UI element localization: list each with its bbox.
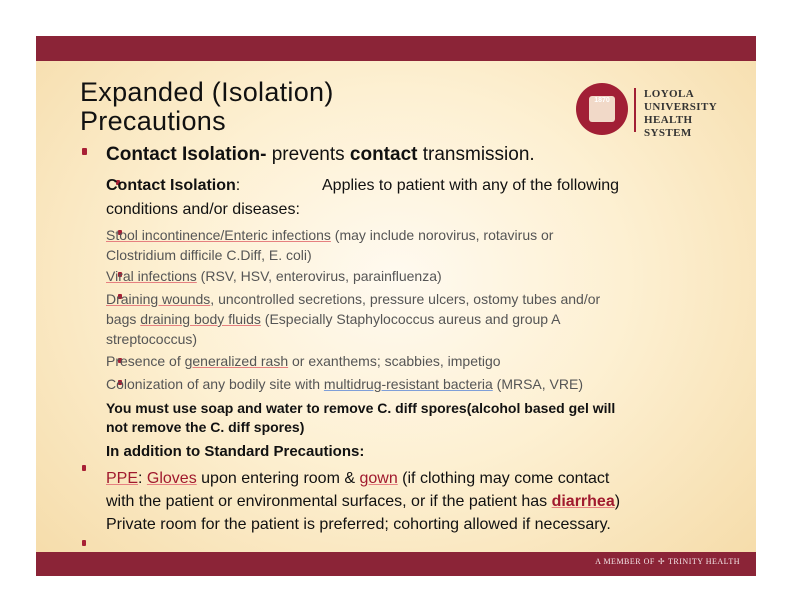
footer-affiliation [595, 557, 740, 566]
heading-bold-1: Contact Isolation- [106, 144, 267, 165]
ppe-line-2-pre: with the patient or environmental surfaces, or if the patient has [106, 493, 552, 510]
condition-3-line-2-rest: (Especially Staphylococcus aureus and group A [260, 311, 561, 327]
ppe-line-1 [106, 468, 609, 490]
condition-3-line-2 [106, 309, 561, 330]
ppe-text-1: upon entering room & [196, 470, 360, 487]
gown-label: gown [359, 470, 398, 487]
private-room-note: Private room for the patient is preferred; cohorting allowed if necessary. [106, 516, 611, 533]
condition-3-line-2-pre: bags [106, 311, 141, 327]
gloves-label: Gloves [146, 470, 197, 487]
condition-2-underlined: Viral infections [106, 268, 197, 284]
condition-4-pre: Presence of [106, 353, 185, 369]
condition-1-line-2: Clostridium difficile C.Diff, E. coli) [106, 247, 312, 263]
standard-precautions-heading: In addition to Standard Precautions: [106, 443, 365, 460]
diarrhea-label: diarrhea [551, 493, 615, 510]
trinity-health-icon: ✢ [657, 557, 666, 566]
page-title: Expanded (Isolation) Precautions [80, 77, 334, 136]
condition-2 [106, 266, 442, 287]
loyola-logo [576, 83, 736, 139]
logo-divider [634, 88, 636, 132]
footer-banner [36, 552, 756, 576]
heading-text-2: transmission. [417, 144, 535, 165]
heading-bold-2: contact [349, 144, 418, 165]
university-seal-icon [576, 83, 628, 135]
intro-line-1-rest: Applies to patient with any of the following [322, 177, 620, 194]
condition-4-rest: or exanthems; scabbies, impetigo [288, 353, 501, 369]
condition-3-line-2-underlined: draining body fluids [140, 311, 261, 327]
seal-year: 1870 [594, 97, 610, 104]
cdiff-note-line-2: not remove the C. diff spores) [106, 419, 305, 435]
condition-4 [106, 351, 501, 372]
condition-5-underlined: multidrug-resistant bacteria [323, 376, 493, 392]
condition-3 [106, 289, 600, 310]
footer-right-text: TRINITY HEALTH [668, 557, 740, 566]
condition-5-pre: Colonization of any bodily site with [106, 376, 324, 392]
bullet-icon [82, 540, 86, 546]
logo-line-2: UNIVERSITY [644, 101, 718, 113]
intro-colon: : [235, 177, 241, 194]
condition-1-rest: (may include norovirus, rotavirus or [330, 227, 554, 243]
ppe-line-2-post: ) [614, 493, 621, 510]
condition-1-underlined: Stool incontinence/Enteric infections [106, 227, 331, 243]
intro-line-2: conditions and/or diseases: [106, 201, 300, 218]
ppe-colon: : [138, 470, 147, 487]
footer-left-text: A MEMBER OF [595, 557, 655, 566]
cdiff-note-line-1: You must use soap and water to remove C. diff spores(alcohol based gel will [106, 400, 616, 416]
heading-text-1: prevents [266, 144, 350, 165]
bullet-icon [82, 465, 86, 471]
ppe-text-2: (if clothing may come contact [397, 470, 610, 487]
intro-label: Contact Isolation [106, 177, 236, 194]
condition-5-rest: (MRSA, VRE) [492, 376, 583, 392]
bullet-icon [82, 148, 87, 155]
condition-4-underlined: generalized rash [184, 353, 289, 369]
ppe-line-2 [106, 491, 620, 513]
logo-line-1: LOYOLA [644, 88, 695, 100]
condition-2-rest: (RSV, HSV, enterovirus, parainfluenza) [196, 268, 442, 284]
condition-3-line-3: streptococcus) [106, 331, 198, 347]
condition-1 [106, 225, 553, 246]
section-heading [106, 144, 535, 166]
slide [36, 36, 756, 576]
condition-5 [106, 374, 583, 395]
logo-wordmark [634, 88, 738, 140]
condition-3-rest: , uncontrolled secretions, pressure ulcers, ostomy tubes and/or [210, 291, 601, 307]
condition-3-underlined: Draining wounds [106, 291, 211, 307]
top-banner [36, 36, 756, 61]
logo-line-3: HEALTH SYSTEM [644, 114, 693, 139]
intro-line-1 [106, 176, 240, 196]
ppe-label: PPE [106, 470, 139, 487]
